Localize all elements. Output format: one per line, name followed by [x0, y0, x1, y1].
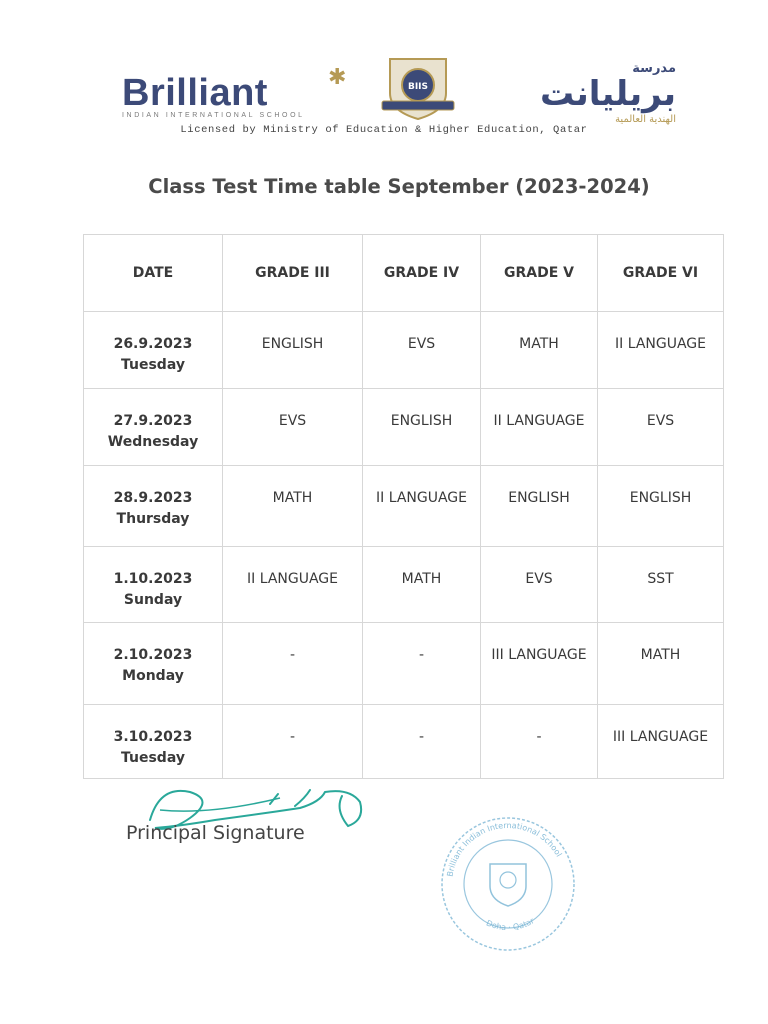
subject-cell: MATH [363, 547, 481, 623]
subject-cell: - [363, 623, 481, 705]
date-cell [84, 547, 223, 623]
date-cell [84, 623, 223, 705]
principal-signature [120, 780, 380, 860]
license-line: Licensed by Ministry of Education & Higher Education, Qatar [180, 124, 588, 136]
header-grade-iv: GRADE IV [363, 235, 481, 312]
subject-cell: MATH [481, 312, 598, 389]
row-date: 3.10.2023 [113, 729, 193, 745]
row-date: 26.9.2023 [113, 336, 193, 352]
signature-label: Principal Signature [126, 822, 305, 844]
subject-cell: ENGLISH [363, 389, 481, 466]
timetable [83, 234, 724, 779]
subject-cell: II LANGUAGE [481, 389, 598, 466]
letterhead [0, 55, 768, 155]
subject-cell: EVS [481, 547, 598, 623]
brand-name-ar: بريليانت [540, 74, 676, 114]
subject-cell: EVS [363, 312, 481, 389]
subject-cell: ENGLISH [223, 312, 363, 389]
header-date: DATE [84, 235, 223, 312]
brand-subtitle-ar: الهندية العالمية [615, 114, 676, 125]
subject-cell: II LANGUAGE [363, 466, 481, 547]
stamp-ring-bottom: Doha · Qatar [484, 916, 536, 933]
subject-cell: EVS [598, 389, 724, 466]
row-day: Sunday [123, 592, 183, 608]
subject-cell: - [363, 705, 481, 779]
school-stamp [430, 812, 585, 952]
row-date: 27.9.2023 [113, 413, 193, 429]
svg-text:Doha · Qatar [485, 916, 536, 932]
row-date: 1.10.2023 [113, 571, 193, 587]
row-day: Monday [122, 668, 184, 684]
brand-name-en: Brilliant [122, 72, 268, 114]
subject-cell: MATH [223, 466, 363, 547]
subject-cell: SST [598, 547, 724, 623]
table-row [84, 547, 724, 623]
school-crest-logo [380, 55, 456, 121]
subject-cell: III LANGUAGE [481, 623, 598, 705]
date-cell [84, 389, 223, 466]
subject-cell: II LANGUAGE [223, 547, 363, 623]
brand-subtitle-en: INDIAN INTERNATIONAL SCHOOL [122, 112, 305, 119]
stamp-ring-top: Brilliant Indian International School [445, 820, 564, 878]
brand-name-ar-top: مدرسة [632, 61, 676, 76]
crest-text: BIIS [407, 82, 429, 92]
header-grade-v: GRADE V [481, 235, 598, 312]
subject-cell: - [481, 705, 598, 779]
subject-cell: MATH [598, 623, 724, 705]
table-row [84, 466, 724, 547]
page-title: Class Test Time table September (2023-2024) [148, 175, 650, 198]
subject-cell: - [223, 705, 363, 779]
subject-cell: ENGLISH [598, 466, 724, 547]
table-header-row [84, 235, 724, 312]
table-row [84, 389, 724, 466]
date-cell [84, 466, 223, 547]
table-row [84, 312, 724, 389]
subject-cell: - [223, 623, 363, 705]
header-grade-vi: GRADE VI [598, 235, 724, 312]
row-day: Tuesday [121, 750, 185, 766]
row-day: Tuesday [121, 357, 185, 373]
subject-cell: EVS [223, 389, 363, 466]
row-day: Wednesday [107, 434, 199, 450]
subject-cell: III LANGUAGE [598, 705, 724, 779]
brand-arabic [486, 61, 676, 125]
row-date: 2.10.2023 [113, 647, 193, 663]
date-cell [84, 705, 223, 779]
brand-english [122, 65, 347, 119]
row-date: 28.9.2023 [113, 490, 193, 506]
row-day: Thursday [116, 511, 190, 527]
table-row [84, 705, 724, 779]
subject-cell: II LANGUAGE [598, 312, 724, 389]
subject-cell: ENGLISH [481, 466, 598, 547]
header-grade-iii: GRADE III [223, 235, 363, 312]
star-icon: ✱ [328, 65, 347, 90]
table-row [84, 623, 724, 705]
date-cell [84, 312, 223, 389]
